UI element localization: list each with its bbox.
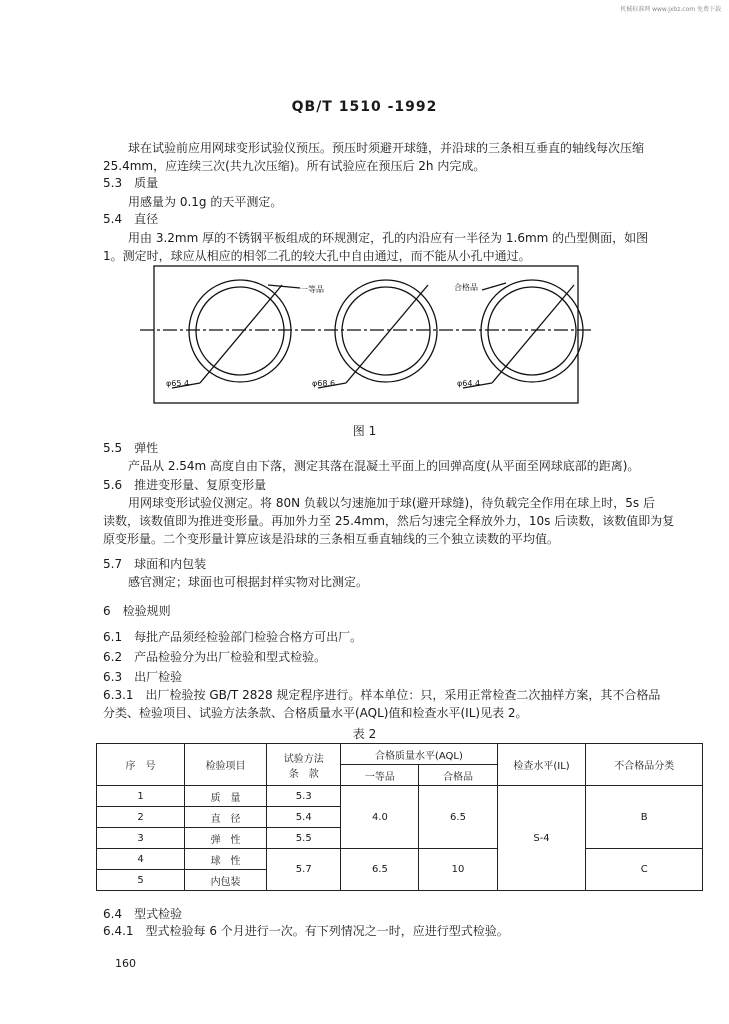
row-1-item: 质 量 xyxy=(185,786,267,807)
figure-caption: 图 1 xyxy=(352,424,377,438)
section-6-4-heading: 6.4 型式检验 xyxy=(103,907,183,921)
row-4-no: 4 xyxy=(97,849,185,870)
figure-1-ring-gauge xyxy=(0,0,729,420)
section-5-3-heading: 5.3 质量 xyxy=(103,176,159,190)
row-5-item: 内包装 xyxy=(185,870,267,891)
section-6-3-heading: 6.3 出厂检验 xyxy=(103,670,183,684)
header-method xyxy=(267,744,341,786)
header-method-line-1: 试验方法 xyxy=(283,753,324,765)
header-category: 不合格品分类 xyxy=(586,744,703,786)
header-il: 检查水平(IL) xyxy=(497,744,586,786)
inspection-table xyxy=(96,743,703,891)
aql-qualified-group-b: 6.5 xyxy=(419,786,497,849)
table-row xyxy=(97,786,703,807)
section-5-4-text-1: 用由 3.2mm 厚的不锈钢平板组成的环规测定，孔的内沿应有一半径为 1.6mm 的凸型侧面，如图 xyxy=(128,231,649,245)
table-caption: 表 2 xyxy=(352,727,377,741)
header-method-line-2: 条 款 xyxy=(288,768,319,780)
label-diameter-2: φ68.6 xyxy=(312,379,336,388)
hole-1-outer xyxy=(189,280,291,382)
section-5-7-heading: 5.7 球面和内包装 xyxy=(103,557,207,571)
diameter-line-1 xyxy=(200,285,282,383)
row-4-item: 球 性 xyxy=(185,849,267,870)
aql-qualified-group-c: 10 xyxy=(419,849,497,891)
category-b: B xyxy=(586,786,703,849)
page-number: 160 xyxy=(115,957,136,970)
row-2-method: 5.4 xyxy=(267,807,341,828)
intro-line-2: 25.4mm，应连续三次(共九次压缩)。所有试验应在预压后 2h 内完成。 xyxy=(103,159,486,173)
row-2-no: 2 xyxy=(97,807,185,828)
row-1-no: 1 xyxy=(97,786,185,807)
diameter-line-3 xyxy=(492,285,574,383)
row-3-method: 5.5 xyxy=(267,828,341,849)
row-2-item: 直 径 xyxy=(185,807,267,828)
section-6-1-text: 6.1 每批产品须经检验部门检验合格方可出厂。 xyxy=(103,630,363,644)
watermark: 机械标准网 www.jxbz.com 免费下载 xyxy=(620,6,721,13)
row-1-method: 5.3 xyxy=(267,786,341,807)
intro-line-1: 球在试验前应用网球变形试验仪预压。预压时须避开球缝，并沿球的三条相互垂直的轴线每次压缩 xyxy=(128,141,645,155)
section-5-6-text-2: 读数，该数值即为推进变形量。再加外力至 25.4mm，然后匀速完全释放外力，10s 后读数，该数值即为复 xyxy=(103,514,675,528)
header-serial: 序 号 xyxy=(97,744,185,786)
row-3-item: 弹 性 xyxy=(185,828,267,849)
leader-first-grade xyxy=(268,285,300,288)
section-6-3-1-text-2: 分类、检验项目、试验方法条款、合格质量水平(AQL)值和检查水平(IL)见表 2。 xyxy=(103,706,528,720)
header-item: 检验项目 xyxy=(185,744,267,786)
hole-3-outer xyxy=(481,280,583,382)
label-diameter-3: φ64.4 xyxy=(457,379,481,388)
table-row xyxy=(97,849,703,870)
row-5-no: 5 xyxy=(97,870,185,891)
section-5-4-heading: 5.4 直径 xyxy=(103,212,159,226)
header-aql: 合格质量水平(AQL) xyxy=(341,744,497,765)
section-5-6-text-1: 用网球变形试验仪测定。将 80N 负载以匀速施加于球(避开球缝)，待负载完全作用在球上时，5s 后 xyxy=(128,496,655,510)
section-5-5-heading: 5.5 弹性 xyxy=(103,441,159,455)
section-6-3-1-text-1: 6.3.1 出厂检验按 GB/T 2828 规定程序进行。样本单位：只，采用正常检查二次抽样方案，其不合格品 xyxy=(103,688,661,702)
header-aql-first: 一等品 xyxy=(341,765,419,786)
section-6-2-text: 6.2 产品检验分为出厂检验和型式检验。 xyxy=(103,650,327,664)
section-5-4-text-2: 1。测定时，球应从相应的相邻二孔的较大孔中自由通过，而不能从小孔中通过。 xyxy=(103,249,531,263)
category-c: C xyxy=(586,849,703,891)
il-value: S-4 xyxy=(497,786,586,891)
hole-2-inner xyxy=(342,287,430,375)
aql-first-group-c: 6.5 xyxy=(341,849,419,891)
standard-number: QB/T 1510 -1992 xyxy=(291,99,438,115)
section-5-7-text: 感官测定；球面也可根据封样实物对比测定。 xyxy=(128,575,369,589)
label-diameter-1: φ65.4 xyxy=(166,379,190,388)
section-5-3-text: 用感量为 0.1g 的天平测定。 xyxy=(128,195,283,209)
label-first-grade: 一等品 xyxy=(300,285,324,294)
section-5-6-heading: 5.6 推进变形量、复原变形量 xyxy=(103,478,267,492)
aql-first-group-b: 4.0 xyxy=(341,786,419,849)
row-3-no: 3 xyxy=(97,828,185,849)
section-6-4-1-text: 6.4.1 型式检验每 6 个月进行一次。有下列情况之一时，应进行型式检验。 xyxy=(103,924,509,938)
row-4-5-method: 5.7 xyxy=(267,849,341,891)
header-aql-qualified: 合格品 xyxy=(419,765,497,786)
diameter-line-2 xyxy=(346,285,428,383)
ring-gauge-plate xyxy=(154,266,578,403)
hole-2-outer xyxy=(335,280,437,382)
hole-3-inner xyxy=(488,287,576,375)
hole-1-inner xyxy=(196,287,284,375)
section-6-heading: 6 检验规则 xyxy=(103,604,171,618)
label-qualified: 合格品 xyxy=(454,283,478,292)
section-5-5-text: 产品从 2.54m 高度自由下落，测定其落在混凝土平面上的回弹高度(从平面至网球底部的距离)。 xyxy=(128,459,640,473)
section-5-6-text-3: 原变形量。二个变形量计算应该是沿球的三条相互垂直轴线的三个独立读数的平均值。 xyxy=(103,532,560,546)
